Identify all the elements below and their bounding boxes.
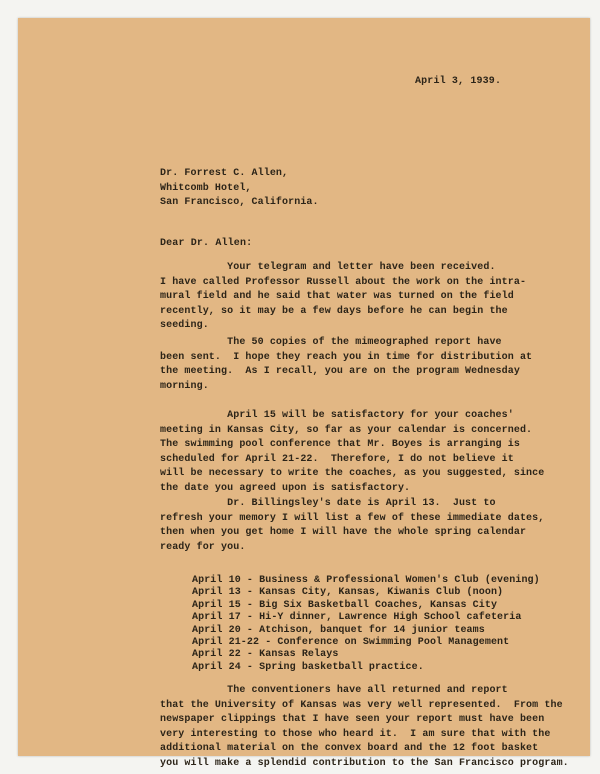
paragraph-line: then when you get home I will have the whole spring calendar [160, 527, 527, 539]
paragraph-line: recently, so it may be a few days before he can begin the [160, 305, 508, 317]
schedule-list [192, 575, 540, 674]
schedule-item: April 17 - Hi-Y dinner, Lawrence High School cafeteria [192, 612, 522, 624]
paragraph-5 [160, 684, 569, 772]
schedule-item: April 20 - Atchison, banquet for 14 junior teams [192, 624, 485, 636]
schedule-item: April 10 - Business & Professional Women's Club (evening) [192, 575, 540, 586]
recipient-line: Dr. Forrest C. Allen, [160, 168, 289, 179]
paragraph-line: ready for you. [160, 541, 246, 553]
schedule-item: April 21-22 - Conference on Swimming Pool Management [192, 637, 510, 649]
schedule-item: April 15 - Big Six Basketball Coaches, Kansas City [192, 599, 498, 611]
paragraph-line: will be necessary to write the coaches, as you suggested, since [160, 468, 545, 480]
paragraph-line: that the University of Kansas was very well represented. From the [160, 699, 563, 711]
paragraph-line: Dr. Billingsley's date is April 13. Just to [160, 498, 496, 509]
paragraph-line: newspaper clippings that I have seen your report must have been [160, 714, 545, 726]
paragraph-line: been sent. I hope they reach you in time for distribution at [160, 351, 533, 363]
paragraph-line: mural field and he said that water was turned on the field [160, 291, 514, 303]
schedule-item: April 24 - Spring basketball practice. [192, 661, 424, 673]
paragraph-line: I have called Professor Russell about the work on the intra- [160, 276, 527, 288]
recipient-line: San Francisco, California. [160, 197, 319, 209]
recipient-line: Whitcomb Hotel, [160, 182, 252, 194]
letter-page [18, 18, 590, 769]
paragraph-line: The swimming pool conference that Mr. Boyes is arranging is [160, 439, 520, 451]
paragraph-line: you will make a splendid contribution to the San Francisco program. [160, 757, 569, 769]
salutation: Dear Dr. Allen: [160, 238, 253, 249]
paragraph-line: morning. [160, 380, 209, 392]
paragraph-line: The conventioners have all returned and report [160, 685, 508, 696]
paragraph-line: additional material on the convex board and the 12 foot basket [160, 743, 539, 755]
paragraph-2 [160, 336, 532, 394]
paragraph-line: the meeting. As I recall, you are on the program Wednesday [160, 366, 520, 378]
paragraph-4 [160, 497, 544, 555]
paragraph-line: refresh your memory I will list a few of these immediate dates, [160, 512, 545, 524]
paragraph-line: scheduled for April 21-22. Therefore, I do not believe it [160, 453, 514, 465]
letter-date: April 3, 1939. [415, 76, 502, 87]
recipient-address [160, 167, 319, 211]
schedule-item: April 22 - Kansas Relays [192, 649, 339, 661]
paragraph-1 [160, 261, 526, 334]
paragraph-line: meeting in Kansas City, so far as your calendar is concerned. [160, 424, 533, 436]
paragraph-line: the date you agreed upon is satisfactory. [160, 482, 411, 494]
paragraph-line: seeding. [160, 320, 209, 332]
schedule-item: April 13 - Kansas City, Kansas, Kiwanis Club (noon) [192, 587, 504, 599]
paragraph-line: Your telegram and letter have been received. [160, 262, 496, 273]
paragraph-3 [160, 409, 544, 497]
paragraph-line: April 15 will be satisfactory for your coaches' [160, 410, 514, 421]
paragraph-line: very interesting to those who heard it. I am sure that with the [160, 728, 551, 740]
paragraph-line: The 50 copies of the mimeographed report have [160, 337, 502, 348]
